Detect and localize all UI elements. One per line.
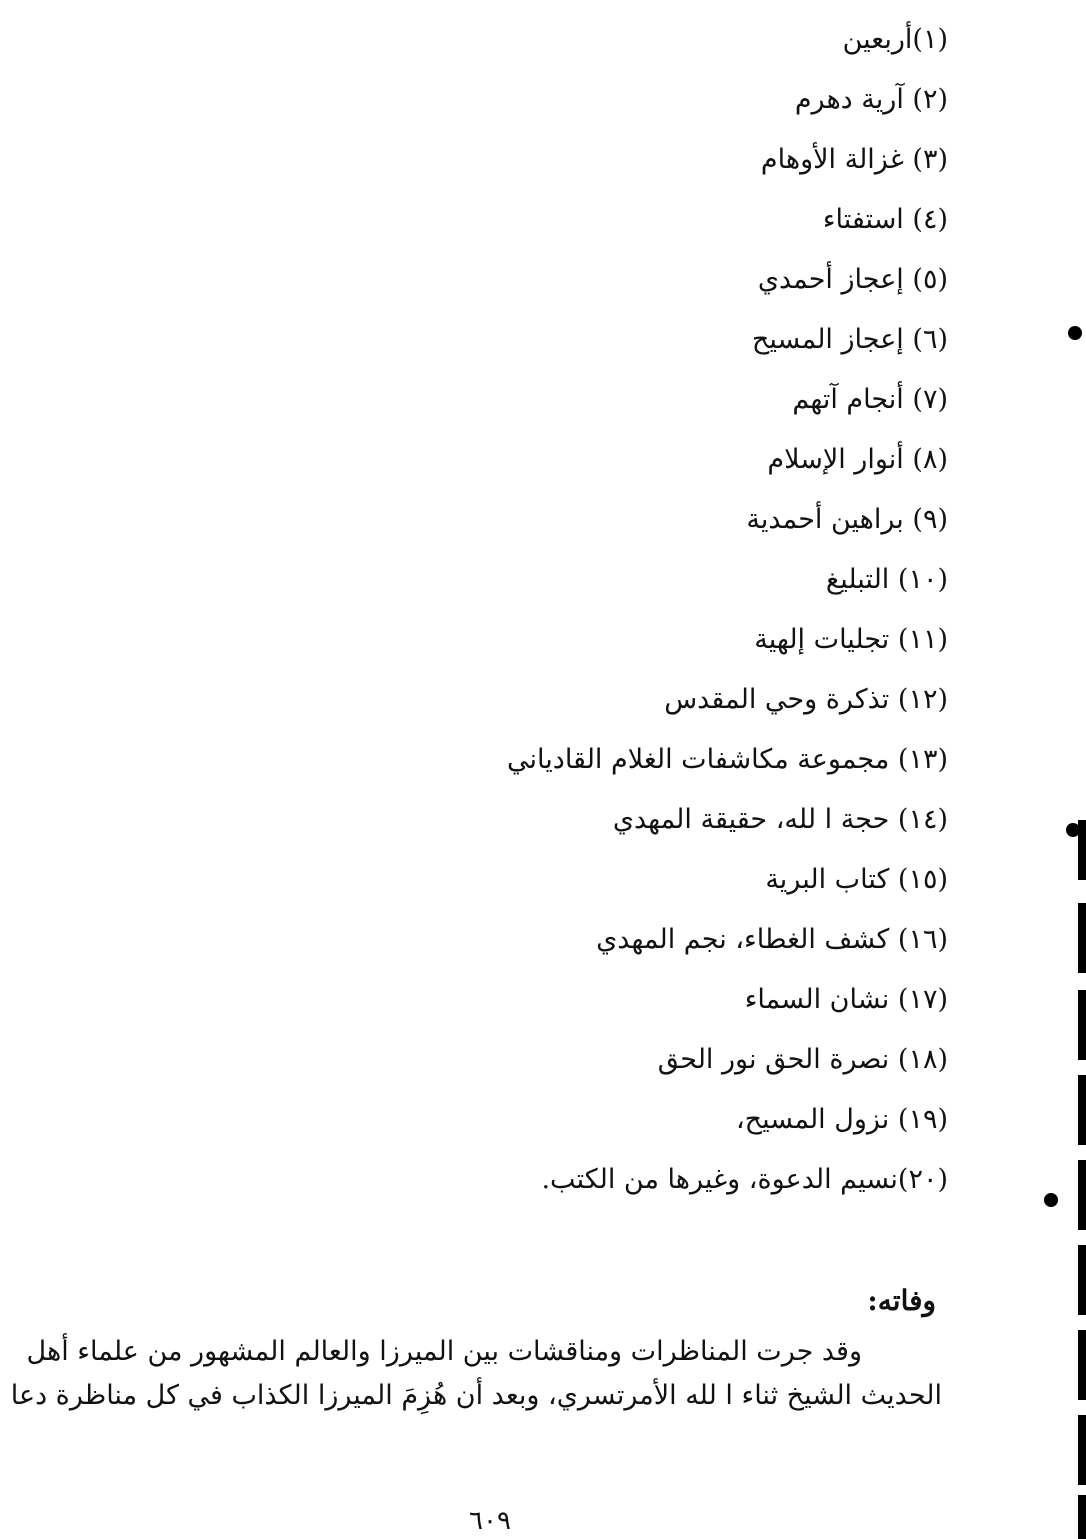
punch-hole-mark [1044, 1193, 1058, 1207]
book-item: (١٠) التبليغ [825, 564, 948, 595]
book-item: (١٣) مجموعة مكاشفات الغلام القادياني [507, 744, 948, 775]
book-item: (١١) تجليات إلهية [754, 624, 948, 655]
punch-hole-mark [1068, 326, 1082, 340]
book-item: (٨) أنوار الإسلام [767, 444, 948, 475]
scan-edge-mark [1078, 1330, 1086, 1400]
book-item: (١٢) تذكرة وحي المقدس [664, 684, 948, 715]
scan-edge-mark [1078, 1160, 1086, 1230]
section-heading: وفاته: [867, 1284, 936, 1317]
book-item: (٧) أنجام آتهم [792, 384, 948, 415]
book-item: (١٥) كتاب البرية [765, 864, 948, 895]
book-item: (٦) إعجاز المسيح [751, 324, 948, 355]
book-item: (٩) براهين أحمدية [746, 504, 948, 535]
book-item: (٢) آرية دهرم [794, 84, 948, 115]
book-item: (١٨) نصرة الحق نور الحق [657, 1044, 948, 1075]
page-number: ٦٠٩ [469, 1506, 511, 1536]
book-item: (١٧) نشان السماء [744, 984, 948, 1015]
book-item: (١)أربعين [842, 24, 948, 55]
book-item: (٥) إعجاز أحمدي [757, 264, 948, 295]
scan-edge-mark [1078, 903, 1086, 973]
book-item: (١٦) كشف الغطاء، نجم المهدي [596, 924, 948, 955]
book-item: (٣) غزالة الأوهام [760, 144, 948, 175]
scan-edge-mark [1078, 1495, 1086, 1539]
book-item: (١٤) حجة ا لله، حقيقة المهدي [612, 804, 948, 835]
book-item: (١٩) نزول المسيح، [735, 1104, 948, 1135]
scan-edge-mark [1078, 990, 1086, 1060]
book-item: (٢٠)نسيم الدعوة، وغيرها من الكتب. [541, 1164, 948, 1195]
scan-edge-mark [1078, 820, 1086, 880]
paragraph-line: وقد جرت المناظرات ومناقشات بين الميرزا والعالم المشهور من علماء أهل [26, 1336, 862, 1367]
scan-edge-mark [1078, 1245, 1086, 1315]
book-list [507, 18, 948, 1218]
scan-edge-mark [1078, 1075, 1086, 1145]
book-item: (٤) استفتاء [822, 204, 948, 235]
paragraph-line: الحديث الشيخ ثناء ا لله الأمرتسري، وبعد أن هُزِمَ الميرزا الكذاب في كل مناظرة دعا [10, 1380, 942, 1411]
body-paragraph [10, 1330, 942, 1418]
scan-edge-mark [1078, 1415, 1086, 1485]
